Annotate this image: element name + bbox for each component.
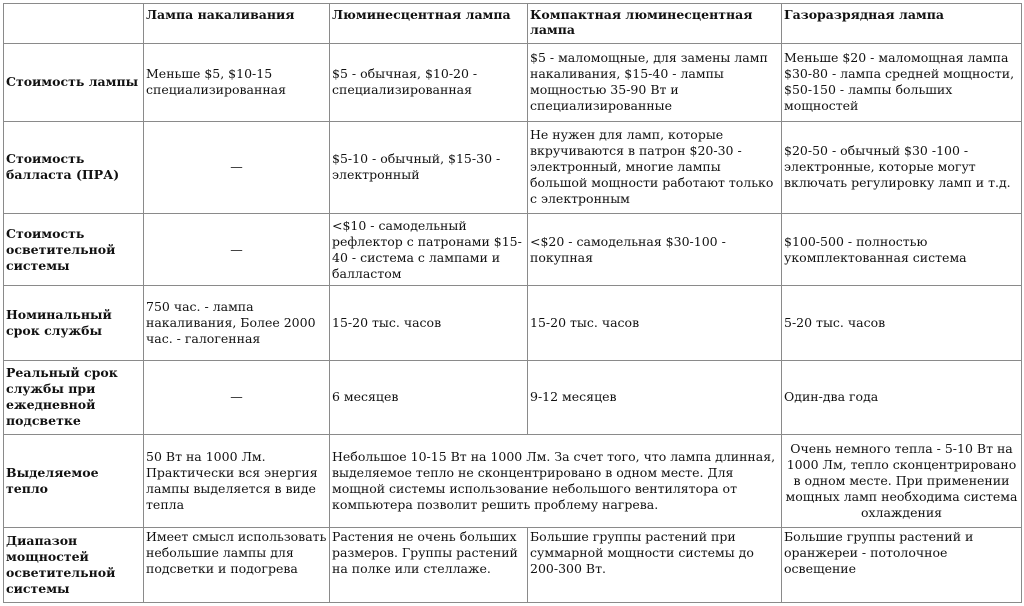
table-cell: $100-500 - полностью укомплектованная система: [782, 214, 1022, 286]
table-cell: $20-50 - обычный $30 -100 - электронные, которые могут включать регулировку ламп и т.д.: [782, 121, 1022, 213]
table-cell: 50 Вт на 1000 Лм. Практически вся энергия лампы выделяется в виде тепла: [144, 435, 330, 527]
table-cell: 15-20 тыс. часов: [330, 286, 528, 360]
table-cell: $5 - маломощные, для замены ламп накаливания, $15-40 - лампы мощностью 35-90 Вт и специализированные: [528, 44, 782, 121]
header-corner: [4, 4, 144, 44]
row-label-ballast-cost: Стоимость балласта (ПРА): [4, 121, 144, 213]
table-cell: 15-20 тыс. часов: [528, 286, 782, 360]
lamp-comparison-table: [3, 3, 1022, 603]
table-cell: <$10 - самодельный рефлектор с патронами $15-40 - система с лампами и балластом: [330, 214, 528, 286]
table-cell: Один-два года: [782, 360, 1022, 434]
row-label-rated-life: Номинальный срок службы: [4, 286, 144, 360]
table-cell: Большие группы растений при суммарной мощности системы до 200-300 Вт.: [528, 527, 782, 602]
table-cell: —: [144, 360, 330, 434]
row-label-lamp-cost: Стоимость лампы: [4, 44, 144, 121]
table-cell: Меньше $20 - маломощная лампа $30-80 - лампа средней мощности, $50-150 - лампы больших мощностей: [782, 44, 1022, 121]
table-row: [4, 360, 1022, 434]
table-cell: Очень немного тепла - 5-10 Вт на 1000 Лм, тепло сконцентрировано в одном месте. При применении мощных ламп необходима система охлаждения: [782, 435, 1022, 527]
table-row: [4, 286, 1022, 360]
table-cell: Не нужен для ламп, которые вкручиваются в патрон $20-30 - электронный, многие лампы большой мощности работают только с электронным: [528, 121, 782, 213]
table-cell: —: [144, 121, 330, 213]
row-label-real-life: Реальный срок службы при ежедневной подсветке: [4, 360, 144, 434]
header-fluorescent: Люминесцентная лампа: [330, 4, 528, 44]
row-label-heat-output: Выделяемое тепло: [4, 435, 144, 527]
header-discharge: Газоразрядная лампа: [782, 4, 1022, 44]
table-cell: Растения не очень больших размеров. Группы растений на полке или стеллаже.: [330, 527, 528, 602]
table-cell: —: [144, 214, 330, 286]
table-cell: Большие группы растений и оранжереи - потолочное освещение: [782, 527, 1022, 602]
table-row: [4, 435, 1022, 527]
table-row: [4, 214, 1022, 286]
table-cell: $5-10 - обычный, $15-30 - электронный: [330, 121, 528, 213]
table-cell: $5 - обычная, $10-20 - специализированная: [330, 44, 528, 121]
table-cell-merged: Небольшое 10-15 Вт на 1000 Лм. За счет того, что лампа длинная, выделяемое тепло не сконцентрировано в одном месте. Для мощной системы использование небольшого вентилятора от компьютера позволит решить проблему нагрева.: [330, 435, 782, 527]
table-cell: Меньше $5, $10-15 специализированная: [144, 44, 330, 121]
table-cell: 750 час. - лампа накаливания, Более 2000 час. - галогенная: [144, 286, 330, 360]
header-incandescent: Лампа накаливания: [144, 4, 330, 44]
table-cell: Имеет смысл использовать небольшие лампы для подсветки и подогрева: [144, 527, 330, 602]
table-row: [4, 527, 1022, 602]
table-cell: 5-20 тыс. часов: [782, 286, 1022, 360]
header-row: [4, 4, 1022, 44]
table-row: [4, 44, 1022, 121]
row-label-system-cost: Стоимость осветительной системы: [4, 214, 144, 286]
row-label-power-range: Диапазон мощностей осветительной системы: [4, 527, 144, 602]
table-row: [4, 121, 1022, 213]
header-compact-fluorescent: Компактная люминесцентная лампа: [528, 4, 782, 44]
table-cell: <$20 - самодельная $30-100 - покупная: [528, 214, 782, 286]
table-cell: 9-12 месяцев: [528, 360, 782, 434]
table-cell: 6 месяцев: [330, 360, 528, 434]
